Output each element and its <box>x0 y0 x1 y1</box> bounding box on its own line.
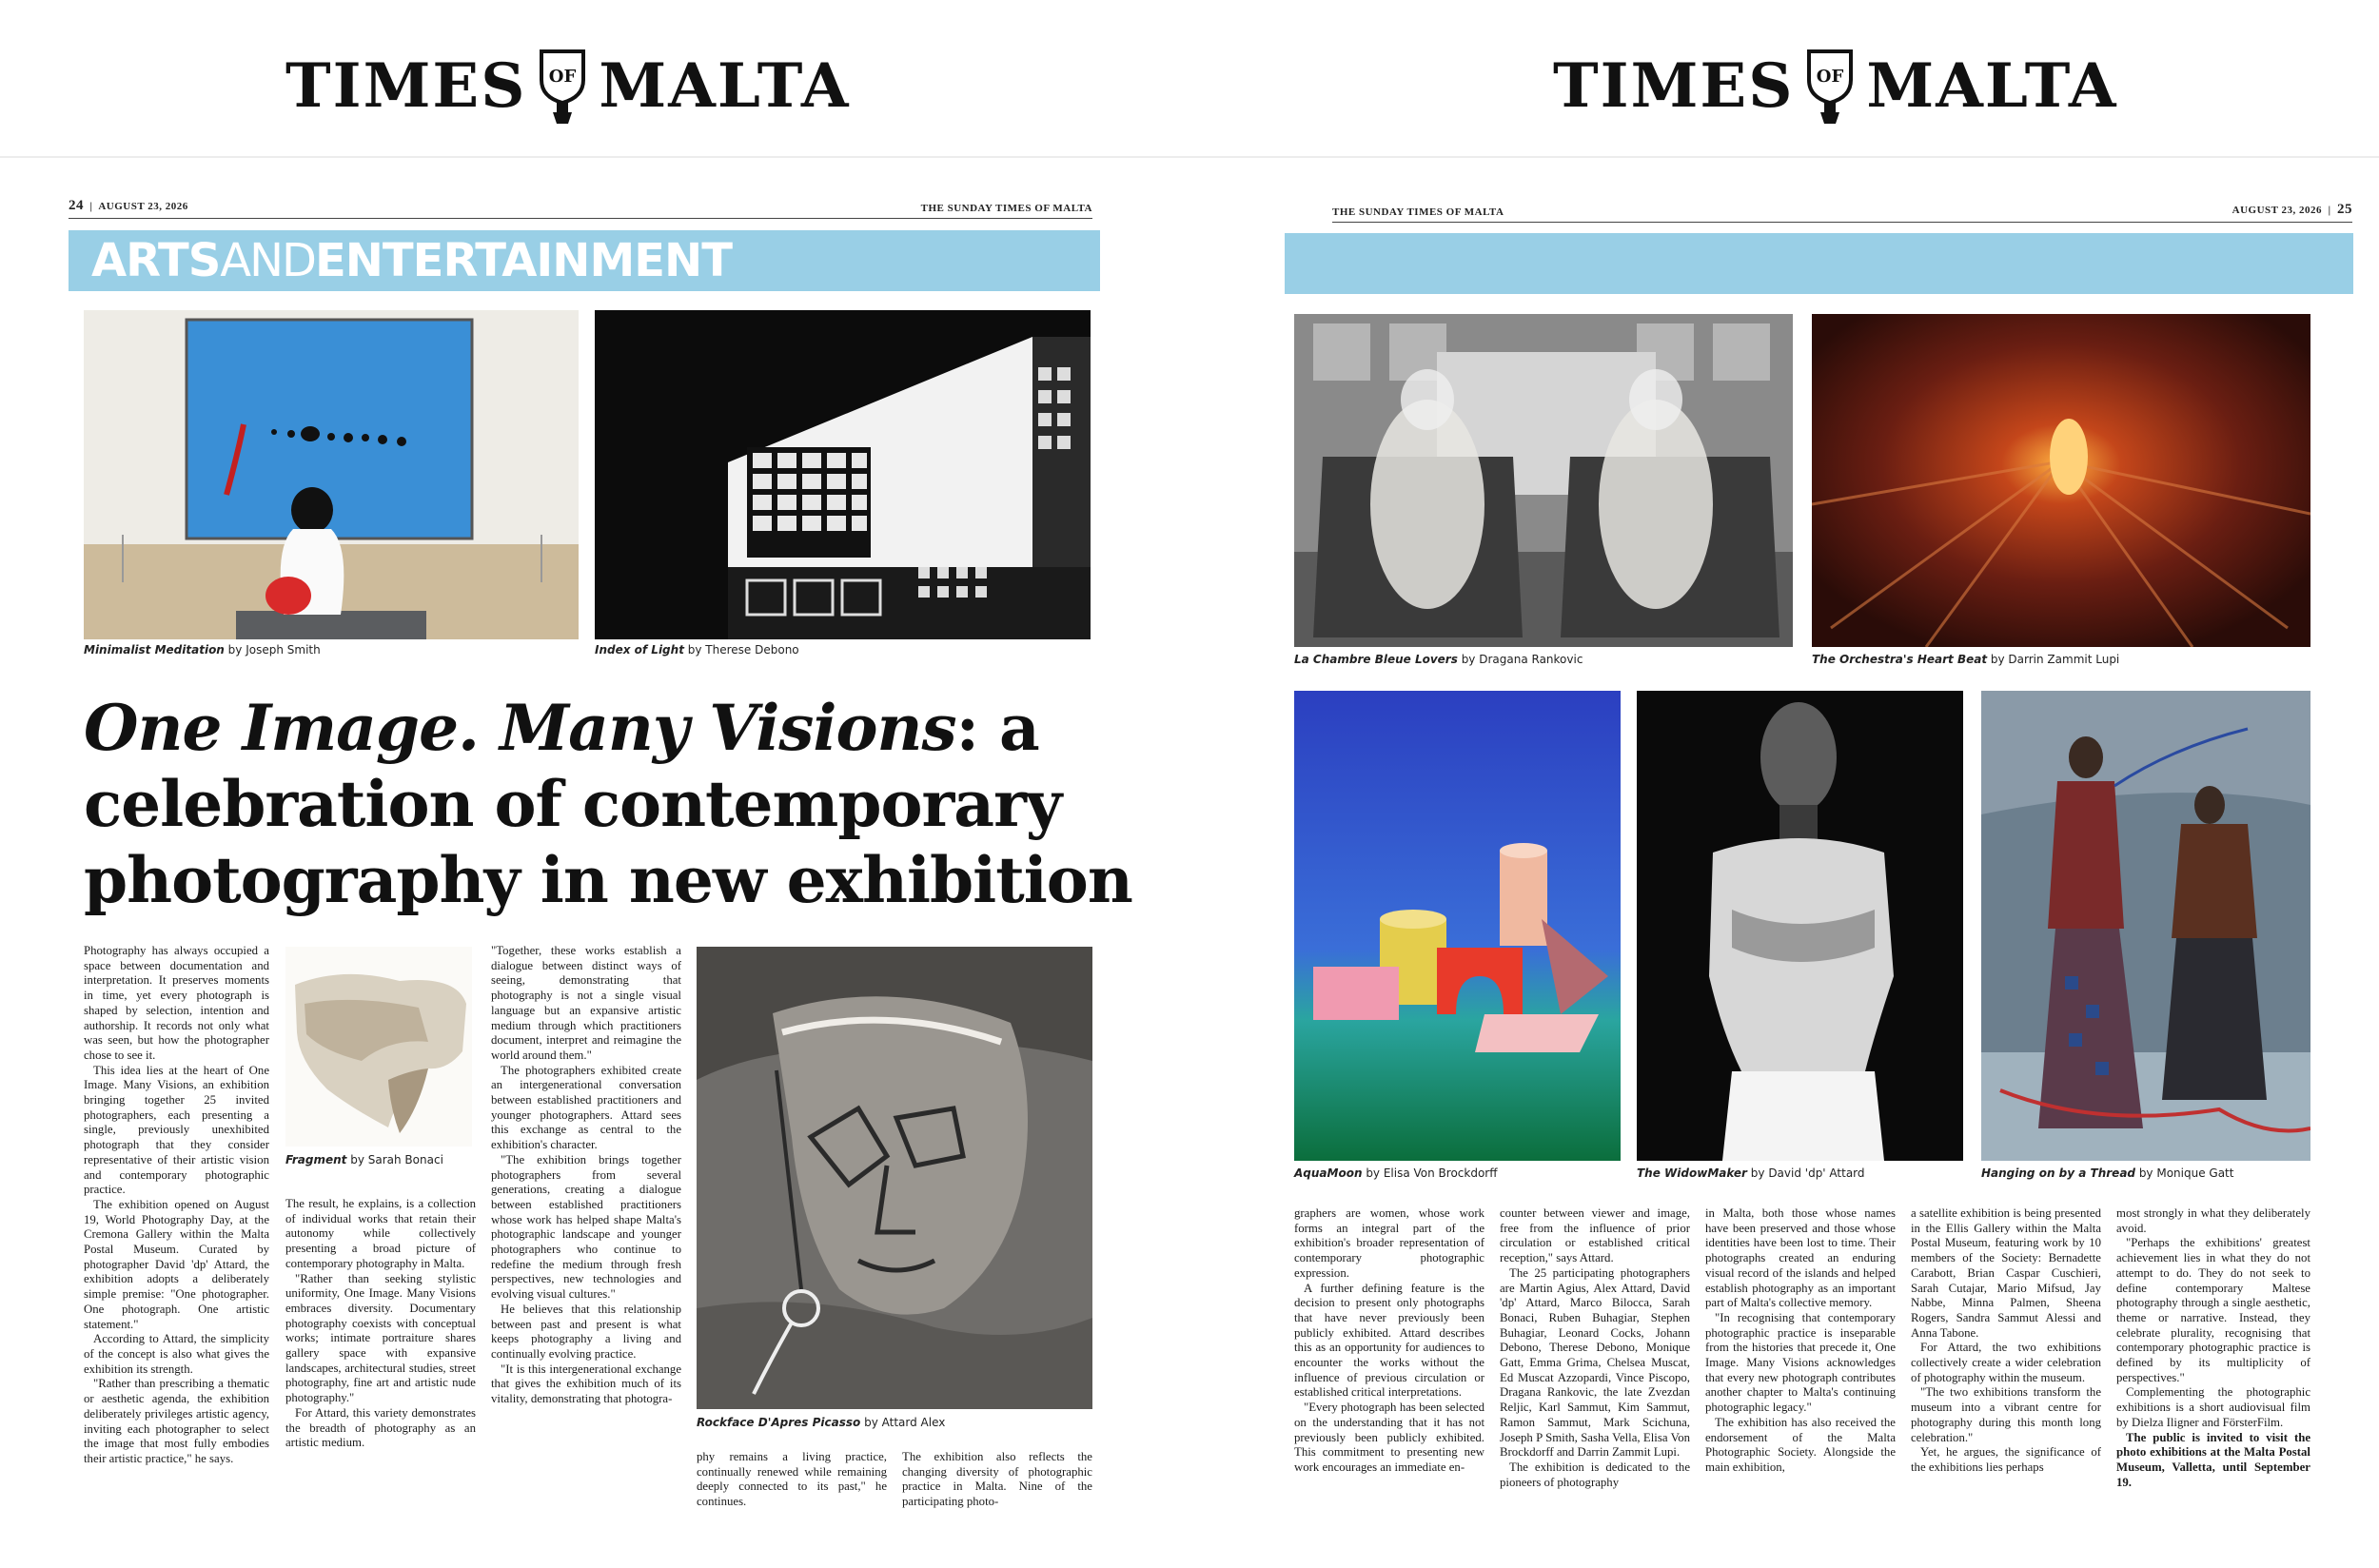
times-of-malta-logo <box>285 48 850 126</box>
masthead-word-malta-right: MALTA <box>1866 50 2118 122</box>
photo-the-widowmaker <box>1637 691 1963 1161</box>
caption-hanging-on-by-a-thread: Hanging on by a Thread by Monique Gatt <box>1981 1166 2234 1180</box>
photo-la-chambre-bleue-lovers <box>1294 314 1793 647</box>
section-title: ARTSANDENTERTAINMENT <box>91 234 732 287</box>
article-column-r4: a satellite exhibition is being presented in the Ellis Gallery within the Malta Postal Museum, featuring work by 10 members of the Society: Bernadette Carabott, Brian Caspar Cuschieri, Sarah Cutajar, Mario Mifsud, Jay Nabbe, Minna Palmen, Sheena Rogers, Sandra Sammut Alessi and Anna Tabone. For Attard, the two exhibitions collectively create a wider celebration of photography within the museum. "The two exhibitions transform the museum into a vibrant centre for photography during this month long celebration." Yet, he argues, the significance of the exhibitions lies perhaps <box>1911 1206 2101 1474</box>
article-column-r2: counter between viewer and image, free from the influence of prior circulation or established critical reception," says Attard. The 25 participating photographers are Martin Agius, Alex Attard, David 'dp' Attard, Marco Bilocca, Sarah Bonaci, Ruben Buhagiar, Stephen Buhagiar, Leonard Cocks, Johann Debono, Therese Debono, Monique Gatt, Emma Grima, Chelsea Muscat, Ed Muscat Azzopardi, Vince Piscopo, Dragana Rankovic, the late Zvezdan Reljic, Karl Sammut, Kim Sammut, Ramon Sammut, Mark Scichuna, Joseph P Smith, Sasha Vella, Elisa Von Brockdorff and Darrin Zammit Lupi. The exhibition is dedicated to the pioneers of photography <box>1500 1206 1690 1489</box>
caption-index-of-light: Index of Light by Therese Debono <box>595 643 799 657</box>
crest-of-text: OF <box>549 67 577 87</box>
masthead-word-times: TIMES <box>285 50 527 122</box>
caption-la-chambre-bleue-lovers: La Chambre Bleue Lovers by Dragana Rankovic <box>1294 653 1583 666</box>
caption-minimalist-meditation: Minimalist Meditation by Joseph Smith <box>84 643 321 657</box>
article-column-3: "Together, these works establish a dialogue between distinct ways of seeing, demonstrating that photography is not a single visual language but an expansive artistic medium through which practitioners document, interpret and reimagine the world around them." The photographers exhibited create an intergenerational conversation between established practitioners and younger photographers. Attard sees this exchange as central to the exhibition's character. "The exhibition brings together photographers from several generations, creating a dialogue between established practitioners whose work has helped shape Malta's photographic landscape and younger photographers who continue to redefine the medium through fresh perspectives, new technologies and evolving visual cultures." He believes that this relationship between past and present is what keeps photography a living and continually evolving practice. "It is this intergenerational exchange that gives the exhibition much of its vitality, demonstrating that photogra- <box>491 944 681 1406</box>
page-number-right: 25 <box>2337 202 2352 217</box>
masthead-word-times-right: TIMES <box>1553 50 1795 122</box>
caption-fragment: Fragment by Sarah Bonaci <box>285 1153 443 1166</box>
caption-the-widowmaker: The WidowMaker by David 'dp' Attard <box>1637 1166 1865 1180</box>
page-header-strip: 24 | AUGUST 23, 2026 THE SUNDAY TIMES OF MALTA <box>69 198 1092 219</box>
maltese-crest-icon-right <box>1803 48 1857 126</box>
right-page <box>1209 0 2379 1568</box>
article-column-2: The result, he explains, is a collection of individual works that retain their autonomy while collectively presenting a broad picture of contemporary photography in Malta. "Rather than seeking stylistic uniformity, One Image. Many Visions embraces diversity. Documentary photography coexists with conceptual works; intimate portraiture shares gallery space with expansive landscapes, architectural studies, street photography, fine art and artistic nude photography." For Attard, this variety demonstrates the breadth of photography as an artistic medium. <box>285 1197 476 1450</box>
times-of-malta-logo-right <box>1553 48 2117 126</box>
page-number: 24 <box>69 198 84 213</box>
photo-rockface-dapres-picasso <box>697 947 1092 1409</box>
paper-name: THE SUNDAY TIMES OF MALTA <box>920 203 1092 214</box>
masthead-left <box>0 0 1209 158</box>
photo-index-of-light <box>595 310 1091 639</box>
caption-aquamoon: AquaMoon by Elisa Von Brockdorff <box>1294 1166 1498 1180</box>
article-column-4: phy remains a living practice, continually renewed while remaining deeply connected to its past," he continues. <box>697 1450 887 1509</box>
issue-date-right: AUGUST 23, 2026 <box>2232 205 2323 216</box>
article-column-r5: most strongly in what they deliberately avoid. "Perhaps the exhibitions' greatest achievement lies in what they do not attempt to do. They do not seek to define contemporary Maltese photography through a single aesthetic, theme or narrative. Instead, they celebrate plurality, recognising that contemporary photographic practice is defined by its multiplicity of perspectives." Complementing the photographic exhibitions is a short audiovisual film by Dielza Iligner and FörsterFilm. The public is invited to visit the photo exhibitions at the Malta Postal Museum, Valletta, until September 19. <box>2116 1206 2310 1489</box>
photo-fragment <box>285 947 472 1147</box>
section-banner <box>69 230 1100 291</box>
issue-date: AUGUST 23, 2026 <box>98 201 188 212</box>
caption-orchestras-heart-beat: The Orchestra's Heart Beat by Darrin Zammit Lupi <box>1812 653 2120 666</box>
article-column-r3: in Malta, both those whose names have been preserved and those whose identities have been lost to time. Their photographs created an enduring visual record of the islands and helped establish photography as an important part of Malta's collective memory. "In recognising that contemporary photographic practice is inseparable from the histories that precede it, One Image. Many Visions acknowledges that every new photograph contributes another chapter to Malta's continuing photographic legacy." The exhibition has also received the endorsement of the Malta Photographic Society. Alongside the main exhibition, <box>1705 1206 1896 1474</box>
article-column-1: Photography has always occupied a space between documentation and interpretation. It preserves moments in time, yet every photograph is shaped by selection, intention and authorship. It records not only what was seen, but how the photographer chose to see it. This idea lies at the heart of One Image. Many Visions, an exhibition bringing together 25 invited photographers, each presenting a single, previously unexhibited photograph that they consider representative of their artistic vision and contemporary photographic practice. The exhibition opened on August 19, World Photography Day, at the Cremona Gallery within the Malta Postal Museum. Curated by photographer David 'dp' Attard, the exhibition adopts a deliberately simple premise: "One photographer. One photograph. One artistic statement." According to Attard, the simplicity of the concept is also what gives the exhibition its strength. "Rather than prescribing a thematic or aesthetic agenda, the exhibition deliberately privileges artistic agency, inviting each photographer to select the image that most fully embodies their artistic practice," he says. <box>84 944 269 1465</box>
article-column-r1: graphers are women, whose work forms an integral part of the exhibition's broader representation of contemporary photographic expression. A further defining feature is the decision to present only photographs that have never previously been publicly exhibited. Attard describes this as an opportunity for audiences to encounter the works without the influence of previous circulation or established critical interpretations. "Every photograph has been selected on the understanding that it has not previously been publicly exhibited. This commitment to presenting new work encourages an immediate en- <box>1294 1206 1484 1474</box>
maltese-crest-icon <box>536 48 589 126</box>
crest-of-text-right: OF <box>1817 67 1844 87</box>
section-banner-right <box>1285 233 2353 294</box>
paper-name-right: THE SUNDAY TIMES OF MALTA <box>1332 206 1504 218</box>
photo-minimalist-meditation <box>84 310 579 639</box>
article-column-5: The exhibition also reflects the changing diversity of photographic practice in Malta. Nine of the participating photo- <box>902 1450 1092 1509</box>
exhibition-visit-notice: The public is invited to visit the photo exhibitions at the Malta Postal Museum, Valletta, until September 19. <box>2116 1430 2310 1489</box>
photo-orchestras-heart-beat <box>1812 314 2310 647</box>
caption-rockface-dapres-picasso: Rockface D'Apres Picasso by Attard Alex <box>697 1416 946 1429</box>
page-header-strip-right: THE SUNDAY TIMES OF MALTA AUGUST 23, 2026 | 25 <box>1332 202 2352 223</box>
masthead-right <box>1209 0 2379 158</box>
masthead-word-malta: MALTA <box>599 50 851 122</box>
photo-hanging-on-by-a-thread <box>1981 691 2310 1161</box>
article-headline: One Image. Many Visions: a celebration of contemporary photography in new exhibition <box>84 691 1132 917</box>
photo-aquamoon <box>1294 691 1621 1161</box>
